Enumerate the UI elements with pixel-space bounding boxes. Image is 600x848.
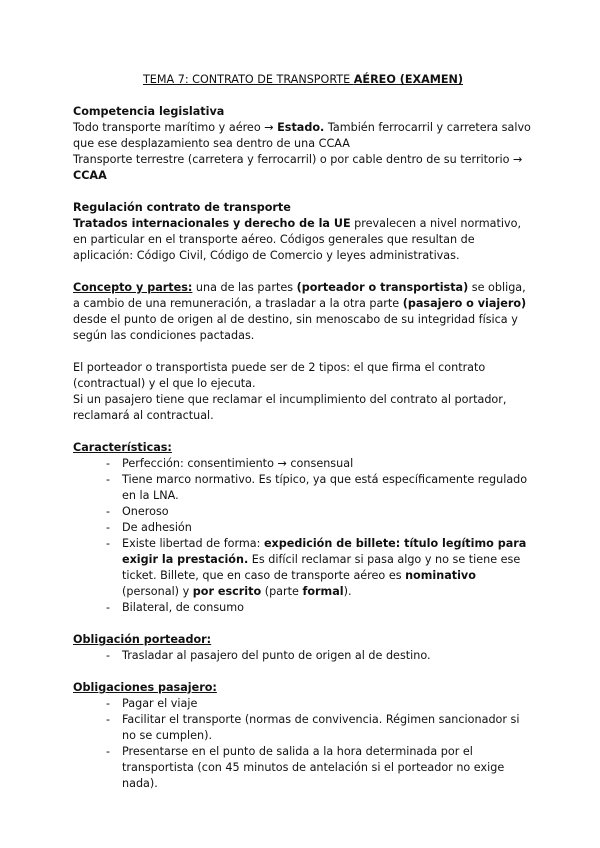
i5-h: formal [302,585,344,598]
caracteristicas-heading: Características: [73,441,172,454]
concepto-bold-2: (pasajero o viajero) [402,297,527,310]
i5-d: nominativo [405,569,476,582]
competencia-p2-a: Transporte terrestre (carretera y ferrocarril) o por cable dentro de su territorio → [73,153,523,166]
list-item: - Trasladar al pasajero del punto de origen al de destino. [108,648,533,664]
competencia-p2-bold: CCAA [73,169,107,182]
list-item: - Presentarse en el punto de salida a la hora determinada por el transportista (con 45 minutos de antelación si el porteador no exige nada). [108,744,533,792]
page-title [73,72,533,88]
competencia-p1-a: Todo transporte marítimo y aéreo → [73,121,278,134]
obligacion-porteador-list [73,648,533,664]
i5-b: expedición de billete: título legítimo para exigir la prestación. [122,537,527,566]
competencia-p1-bold: Estado. [277,121,325,134]
porteador-tipos-paragraph-2: Si un pasajero tiene que reclamar el incumplimiento del contrato al portador, reclamará al contractual. [73,393,507,422]
obligaciones-pasajero-heading: Obligaciones pasajero: [73,681,217,694]
i5-g: (parte [261,585,303,598]
concepto-paragraph [73,280,533,344]
concepto-bold-1: (porteador o transportista) [296,281,469,294]
list-item: - Pagar el viaje [108,696,533,712]
concepto-text-2: se obliga, a cambio de una remuneración, a trasladar a la otra parte [73,281,526,310]
section-regulacion [73,200,533,264]
section-caracteristicas [73,440,533,616]
title-prefix: TEMA 7: CONTRATO DE TRANSPORTE [142,73,354,86]
section-concepto [73,280,533,344]
list-item: - Oneroso [108,504,533,520]
competencia-paragraph-1 [73,120,533,152]
list-item: - Facilitar el transporte (normas de convivencia. Régimen sancionador si no se cumplen). [108,712,533,744]
regulacion-bold: Tratados internacionales y derecho de la UE [73,217,351,230]
i5-c: Es difícil reclamar si pasa algo y no se tiene ese ticket. Billete, que en caso de transporte aéreo es [122,553,521,582]
title-bold: AÉREO (EXAMEN) [353,73,464,86]
i5-i: ). [343,585,352,598]
i5-f: por escrito [192,585,262,598]
concepto-text-1: una de las partes [192,281,297,294]
list-item: - Perfección: consentimiento → consensual [108,456,533,472]
list-item: - Tiene marco normativo. Es típico, ya que está específicamente regulado en la LNA. [108,472,533,504]
competencia-paragraph-2 [73,152,533,184]
section-obligacion-porteador [73,632,533,664]
caracteristicas-list [73,456,533,616]
porteador-tipos-paragraph-1: El porteador o transportista puede ser de 2 tipos: el que firma el contrato (contractual) y el que lo ejecuta. [73,361,486,390]
list-item [108,536,533,600]
obligacion-porteador-heading: Obligación porteador: [73,633,212,646]
list-item: - De adhesión [108,520,533,536]
section-competencia [73,104,533,184]
document-body [73,72,533,808]
regulacion-rest: prevalecen a nivel normativo, en particular en el transporte aéreo. Códigos generales que resultan de aplicación: Código Civil, Código de Comercio y leyes administrativas. [73,217,522,262]
list-item: - Bilateral, de consumo [108,600,533,616]
i5-a: Existe libertad de forma: [122,537,264,550]
competencia-heading: Competencia legislativa [73,105,225,118]
regulacion-heading: Regulación contrato de transporte [73,201,291,214]
concepto-text-3: desde el punto de origen al de destino, sin menoscabo de su integridad física y según las condiciones pactadas. [73,313,518,342]
section-obligaciones-pasajero [73,680,533,792]
competencia-p1-c: También ferrocarril y carretera salvo que ese desplazamiento sea dentro de una CCAA [73,121,531,150]
obligaciones-pasajero-list [73,696,533,792]
section-porteador-tipos [73,360,533,424]
regulacion-paragraph [73,216,533,264]
concepto-heading: Concepto y partes: [73,281,193,294]
i5-e: (personal) y [122,585,193,598]
